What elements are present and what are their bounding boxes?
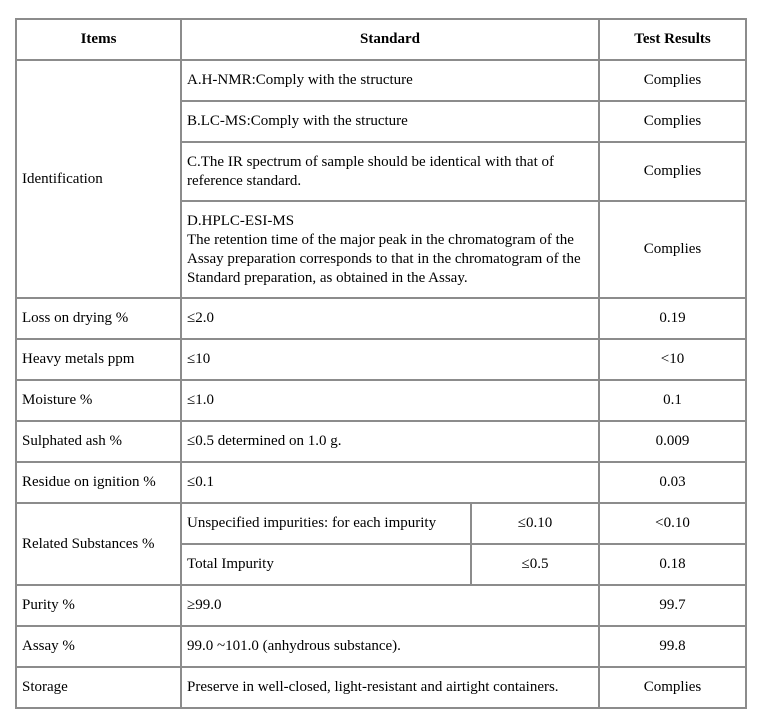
- related-substances-name-2: Total Impurity: [181, 544, 471, 585]
- spec-table: [15, 18, 747, 709]
- heavy-metals-label: Heavy metals ppm: [16, 339, 181, 380]
- identification-standard-a: A.H-NMR:Comply with the structure: [181, 60, 599, 101]
- identification-label: Identification: [16, 60, 181, 298]
- residue-on-ignition-result: 0.03: [599, 462, 746, 503]
- identification-standard-c: C.The IR spectrum of sample should be identical with that of reference standard.: [181, 142, 599, 201]
- moisture-standard: ≤1.0: [181, 380, 599, 421]
- identification-result-d: Complies: [599, 201, 746, 298]
- heavy-metals-standard: ≤10: [181, 339, 599, 380]
- table-row: [16, 60, 746, 101]
- purity-result: 99.7: [599, 585, 746, 626]
- identification-result-c: Complies: [599, 142, 746, 201]
- identification-result-a: Complies: [599, 60, 746, 101]
- table-row: [16, 380, 746, 421]
- assay-standard: 99.0 ~101.0 (anhydrous substance).: [181, 626, 599, 667]
- purity-standard: ≥99.0: [181, 585, 599, 626]
- moisture-result: 0.1: [599, 380, 746, 421]
- header-standard: Standard: [181, 19, 599, 60]
- related-substances-limit-2: ≤0.5: [471, 544, 599, 585]
- related-substances-label: Related Substances %: [16, 503, 181, 585]
- purity-label: Purity %: [16, 585, 181, 626]
- assay-result: 99.8: [599, 626, 746, 667]
- header-test-results: Test Results: [599, 19, 746, 60]
- table-row: [16, 339, 746, 380]
- related-substances-result-1: <0.10: [599, 503, 746, 544]
- table-row: [16, 626, 746, 667]
- identification-standard-d-text: The retention time of the major peak in the chromatogram of the Assay preparation corresponds to that in the chromatogram of the Standard preparation, as obtained in the Assay.: [187, 231, 581, 286]
- identification-standard-d: [181, 201, 599, 298]
- table-row: [16, 585, 746, 626]
- moisture-label: Moisture %: [16, 380, 181, 421]
- identification-standard-d-title: D.HPLC-ESI-MS: [187, 212, 295, 229]
- related-substances-limit-1: ≤0.10: [471, 503, 599, 544]
- table-row: [16, 667, 746, 708]
- storage-label: Storage: [16, 667, 181, 708]
- header-items: Items: [16, 19, 181, 60]
- sulphated-ash-standard: ≤0.5 determined on 1.0 g.: [181, 421, 599, 462]
- table-row: [16, 462, 746, 503]
- table-row: [16, 503, 746, 544]
- sulphated-ash-label: Sulphated ash %: [16, 421, 181, 462]
- related-substances-result-2: 0.18: [599, 544, 746, 585]
- sulphated-ash-result: 0.009: [599, 421, 746, 462]
- loss-on-drying-label: Loss on drying %: [16, 298, 181, 339]
- residue-on-ignition-label: Residue on ignition %: [16, 462, 181, 503]
- identification-result-b: Complies: [599, 101, 746, 142]
- storage-standard: Preserve in well-closed, light-resistant and airtight containers.: [181, 667, 599, 708]
- header-row: [16, 19, 746, 60]
- table-row: [16, 298, 746, 339]
- identification-standard-b: B.LC-MS:Comply with the structure: [181, 101, 599, 142]
- residue-on-ignition-standard: ≤0.1: [181, 462, 599, 503]
- loss-on-drying-standard: ≤2.0: [181, 298, 599, 339]
- loss-on-drying-result: 0.19: [599, 298, 746, 339]
- heavy-metals-result: <10: [599, 339, 746, 380]
- table-row: [16, 421, 746, 462]
- storage-result: Complies: [599, 667, 746, 708]
- assay-label: Assay %: [16, 626, 181, 667]
- related-substances-name-1: Unspecified impurities: for each impurity: [181, 503, 471, 544]
